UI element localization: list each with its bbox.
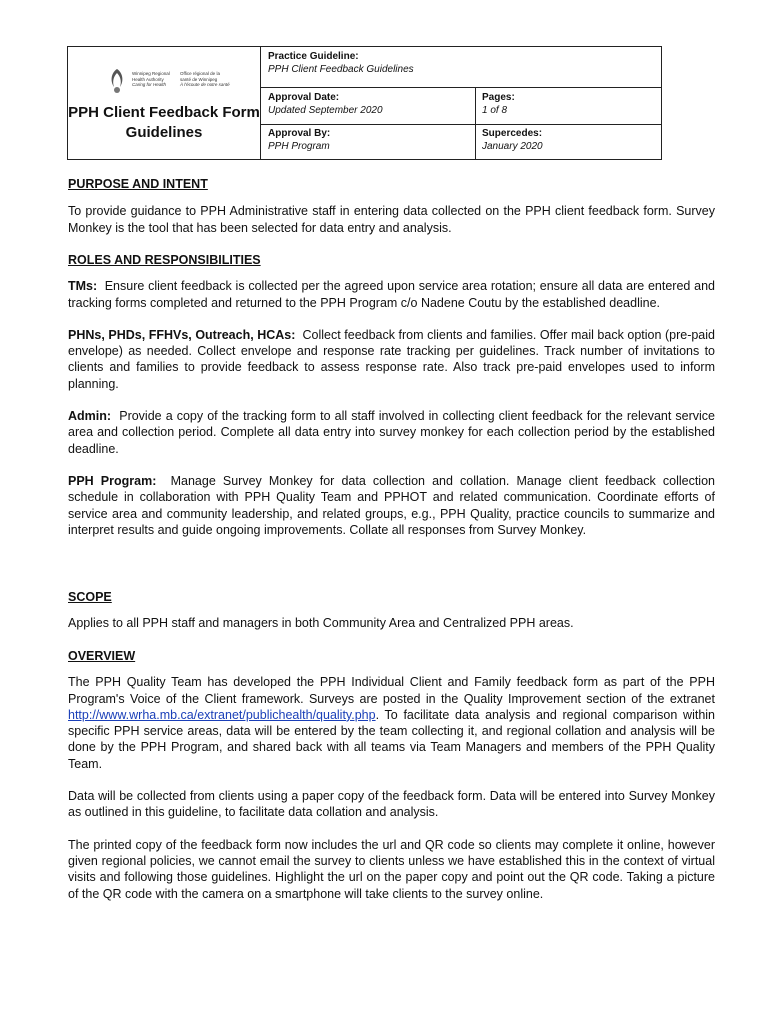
text-run: The PPH Quality Team has developed the PPH Individual Client and Family feedback form as part of the PPH Program's Voice of the Client framework. Surveys are posted in the Quality Improvement section of the extranet: [68, 675, 715, 706]
practice-guideline-label: Practice Guideline:: [268, 51, 359, 62]
approval-date-cell: [268, 91, 383, 117]
supercedes-label: Supercedes:: [482, 128, 543, 139]
overview-section: [68, 648, 715, 902]
supercedes-value: January 2020: [482, 141, 543, 152]
role-label: Admin:: [68, 409, 112, 424]
practice-guideline-cell: [268, 50, 414, 76]
role-paragraph: [68, 408, 715, 457]
logo-line: Office régional de la: [180, 71, 220, 76]
purpose-section: [68, 176, 715, 236]
section-heading: SCOPE: [68, 590, 112, 604]
paragraph: [68, 674, 715, 772]
section-heading: OVERVIEW: [68, 649, 136, 663]
role-text: Ensure client feedback is collected per the agreed upon service area rotation; ensure all data are entered and tracking forms completed and returned to the PPH Program c/o Nadene Coutu by the established deadline.: [68, 279, 715, 310]
role-text: Collect feedback from clients and families. Offer mail back option (pre-paid envelope) as needed. Collect envelope and response rate tracking per guidelines. Track number of invitations to clients and families to provide feedback to assess response rate. Also track pre-paid envelopes used to inform planning.: [68, 327, 715, 391]
paragraph: Data will be collected from clients using a paper copy of the feedback form. Data will be entered into Survey Monkey as outlined in this guideline, to facilitate data collation and analysis.: [68, 789, 715, 820]
approval-date-label: Approval Date:: [268, 92, 340, 103]
paragraph: Applies to all PPH staff and managers in both Community Area and Centralized PPH areas.: [68, 616, 574, 631]
document-header-table: [67, 46, 662, 160]
role-label: PHNs, PHDs, FFHVs, Outreach, HCAs:: [68, 327, 296, 342]
approval-by-value: PPH Program: [268, 141, 330, 152]
text-run: . To facilitate data analysis and regional comparison within specific PPH service areas, data will be entered by the team collecting it, and regional collation and analysis will be done by the PPH Program, and shared back with all teams via Team Managers and members of the PPH Quality Team.: [68, 707, 715, 771]
approval-by-label: Approval By:: [268, 128, 331, 139]
role-paragraph: [68, 278, 715, 311]
paragraph: The printed copy of the feedback form now includes the url and QR code so clients may complete it online, however given regional policies, we cannot email the survey to clients unless we have established this in the context of virtual visits and following those guidelines. Highlight the url on the paper copy and point out the QR code. Taking a picture of the QR code with the camera on a smartphone will take clients to the survey online.: [68, 837, 715, 901]
pages-label: Pages:: [482, 92, 515, 103]
supercedes-cell: [482, 127, 543, 153]
role-label: TMs:: [68, 279, 98, 294]
wrha-logo: [98, 65, 238, 97]
role-text: Manage Survey Monkey for data collection and collation. Manage client feedback collection schedule in collaboration with PPH Quality Team and PPHOT and related communication. Coordinate efforts of service area and community leadership, and related groups, e.g., PPH Quality, practice councils to summarize and interpret results and guide ongoing improvements. Collate all responses from Survey Monkey.: [68, 473, 715, 537]
logo-line: Health Authority: [132, 76, 164, 82]
roles-section: [68, 252, 715, 538]
logo-line: Winnipeg Regional: [132, 71, 170, 76]
section-heading: ROLES AND RESPONSIBILITIES: [68, 253, 261, 267]
role-text: Provide a copy of the tracking form to all staff involved in collecting client feedback for the relevant service area and collection period. Complete all data entry into survey monkey for each collection period by the established deadline.: [68, 409, 715, 456]
pages-cell: [482, 91, 515, 117]
paragraph: To provide guidance to PPH Administrative staff in entering data collected on the PPH client feedback form. Survey Monkey is the tool that has been selected for data entry and analysis.: [68, 204, 715, 235]
pages-value: 1 of 8: [482, 105, 508, 116]
role-label: PPH Program:: [68, 473, 157, 488]
practice-guideline-value: PPH Client Feedback Guidelines: [268, 64, 414, 75]
approval-date-value: Updated September 2020: [268, 105, 383, 116]
logo-line: À l'écoute de notre santé: [180, 82, 230, 87]
quality-extranet-link[interactable]: http://www.wrha.mb.ca/extranet/publichealth/quality.php: [68, 707, 376, 722]
logo-line: santé de Winnipeg: [180, 76, 218, 82]
approval-by-cell: [268, 127, 330, 153]
scope-section: [68, 589, 715, 632]
role-paragraph: [68, 473, 715, 538]
section-heading: PURPOSE AND INTENT: [68, 177, 208, 191]
document-title: PPH Client Feedback Form Guidelines: [68, 104, 260, 141]
role-paragraph: [68, 327, 715, 392]
logo-line: Caring for Health: [132, 82, 167, 87]
